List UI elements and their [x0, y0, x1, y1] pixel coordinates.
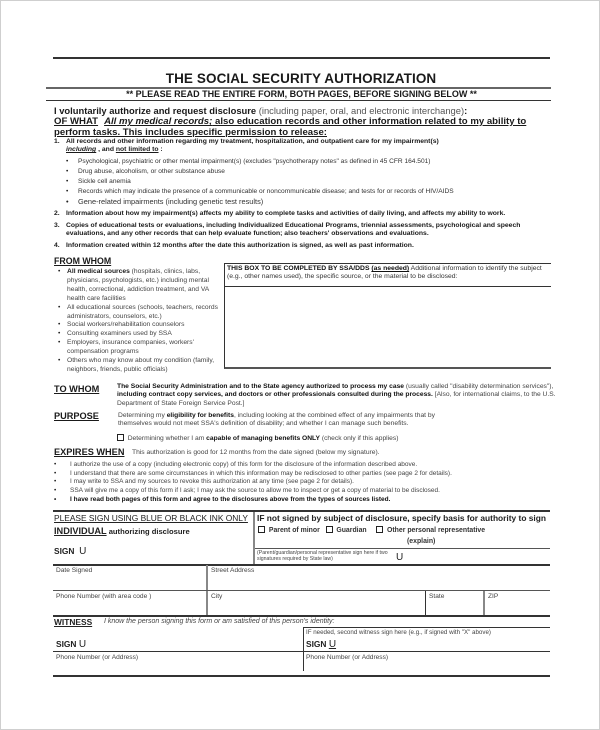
list-item: • I have read both pages of this form and agree to the disclosures above from the types of sources listed. — [54, 496, 554, 505]
basis-title: IF not signed by subject of disclosure, specify basis for authority to sign — [257, 513, 546, 523]
item-3-text: Copies of educational tests or evaluations, including Individualized Educational Programs, triennial assessments, psychological and speech evaluations, and any other records that can help evaluate function; also teachers' observations and evaluations. — [66, 222, 521, 238]
of-what-italic: All my medical records; — [104, 116, 213, 127]
other-representative-checkbox[interactable] — [376, 526, 383, 533]
item-1-end: : — [158, 146, 163, 154]
city-input[interactable] — [211, 601, 423, 614]
street-address-input[interactable] — [211, 576, 549, 589]
list-item — [58, 304, 223, 322]
state-input[interactable] — [429, 601, 481, 614]
representative-signature-input[interactable] — [409, 550, 549, 563]
item-1-text: All records and other information regarding my treatment, hospitalization, and outpatient care for my impairment(s) — [66, 138, 439, 145]
to-whom-label: TO WHOM — [54, 384, 100, 394]
zip-divider — [483, 591, 485, 615]
ssa-box-input[interactable] — [225, 287, 551, 367]
purpose-label: PURPOSE — [54, 411, 99, 421]
second-witness-sign-marker: U — [328, 639, 337, 650]
individual-signature-input[interactable] — [81, 542, 251, 560]
item-2 — [54, 210, 554, 218]
intro-statement — [54, 105, 554, 116]
from-item-text: Others who may know about my condition (family, neighbors, friends, public officials) — [67, 357, 215, 373]
expires-label: EXPIRES WHEN — [54, 447, 125, 457]
phone-label: Phone Number (with area code ) — [56, 593, 152, 600]
sign-label: SIGN — [54, 546, 75, 556]
list-item — [58, 339, 223, 357]
list-item: • Psychological, psychiatric or other mental impairment(s) (excludes "psychotherapy notes" as defined in 45 CFR 164.501) — [66, 157, 556, 167]
list-item — [58, 321, 223, 330]
item-2-text: Information about how my impairment(s) affects my ability to complete tasks and activities of daily living, and affects my ability to work. — [66, 210, 506, 217]
item-1-bullet-list — [66, 157, 556, 207]
purpose-pre: Determining my — [118, 412, 167, 419]
signature-rule — [53, 564, 550, 566]
ssa-box-bold: THIS BOX TO BE COMPLETED BY SSA/DDS — [227, 265, 372, 272]
item-number: 1. — [54, 138, 60, 145]
individual-text: authorizing disclosure — [106, 527, 190, 536]
from-item-text: All educational sources (schools, teachers, records administrators, counselors, etc.) — [67, 303, 218, 320]
from-item-text: (hospitals, clinics, labs, physicians, psychologists, etc.) including mental health, correctional, addiction treatment, and VA health care facilities — [67, 268, 209, 302]
signature-divider — [253, 512, 255, 564]
zip-input[interactable] — [488, 601, 548, 614]
witness-divider — [303, 627, 304, 671]
checkbox-pre: Determining whether I am — [127, 435, 207, 442]
list-item — [58, 330, 223, 339]
city-label: City — [211, 593, 223, 600]
guardian-label: Guardian — [336, 527, 367, 534]
list-item: • Sickle cell anemia — [66, 177, 556, 187]
list-item: • Gene-related impairments (including genetic test results) — [66, 197, 556, 207]
item-4-text: Information created within 12 months after the date this authorization is signed, as well as past information. — [66, 242, 414, 249]
item-3 — [54, 222, 554, 238]
to-whom-text — [117, 383, 557, 408]
witness-sign-row — [56, 639, 86, 650]
item-1-including: including — [66, 146, 97, 154]
second-witness-sign-label: SIGN — [306, 639, 327, 649]
from-whom-list — [58, 268, 223, 375]
expires-text: This authorization is good for 12 months from the date signed (below my signature). — [132, 449, 380, 456]
item-1-not-limited: not limited to — [115, 146, 159, 154]
parent-of-minor-label: Parent of minor — [268, 527, 320, 534]
ink-notice: PLEASE SIGN USING BLUE OR BLACK INK ONLY — [54, 513, 248, 523]
date-signed-label: Date Signed — [56, 567, 93, 574]
item-number: 3. — [54, 222, 60, 229]
witness-sign-marker: U — [78, 639, 87, 650]
subtitle-rule — [46, 100, 551, 101]
managing-benefits-checkbox[interactable] — [117, 434, 124, 441]
witness-sign-label: SIGN — [56, 639, 77, 649]
list-item — [58, 357, 223, 375]
parent-of-minor-checkbox[interactable] — [258, 526, 265, 533]
checkbox-bold: capable of managing benefits ONLY — [206, 435, 320, 442]
fields-rule — [53, 615, 550, 617]
intro-colon: : — [464, 105, 468, 116]
second-witness-phone-input[interactable] — [306, 661, 549, 671]
guardian-checkbox[interactable] — [326, 526, 333, 533]
item-4 — [54, 242, 554, 250]
rep-note: (Parent/guardian/personal representative sign here if two signatures required by State law) — [257, 550, 388, 563]
item-number: 2. — [54, 210, 60, 217]
top-rule — [53, 57, 550, 59]
checkbox-post: (check only if this applies) — [320, 435, 399, 442]
individual-label: INDIVIDUAL — [54, 526, 107, 536]
item-number: 4. — [54, 242, 60, 249]
explain-label: (explain) — [407, 538, 436, 545]
of-what-line1: also education records and other information related to my ability to — [212, 116, 527, 127]
state-divider — [425, 591, 426, 615]
to-whom-light1: (usually called "disability determination services"), — [404, 383, 554, 390]
state-label: State — [429, 593, 445, 600]
of-what-line2: perform tasks. This includes specific permission to release: — [54, 127, 327, 138]
second-witness-note: IF needed, second witness sign here (e.g., if signed with "X" above) — [306, 629, 491, 636]
list-item — [58, 268, 223, 304]
to-whom-bold1: The Social Security Administration and to the State agency authorized to process my case — [117, 383, 405, 390]
list-item: • I authorize the use of a copy (including electronic copy) of this form for the disclosure of the information described above. — [54, 461, 554, 470]
second-witness-signature-input[interactable] — [346, 635, 546, 649]
individual-row — [54, 526, 190, 536]
list-item: • Drug abuse, alcoholism, or other substance abuse — [66, 167, 556, 177]
street-address-label: Street Address — [211, 567, 255, 574]
second-witness-sign-row — [306, 639, 336, 650]
purpose-checkbox-row — [117, 434, 537, 443]
witness-phone-input[interactable] — [56, 661, 300, 671]
list-item: • SSA will give me a copy of this form if I ask; I may ask the source to allow me to inspect or get a copy of material to be disclosed. — [54, 487, 554, 496]
of-what-label: OF WHAT — [54, 116, 99, 127]
from-item-text: Social workers/rehabilitation counselors — [67, 321, 185, 329]
zip-label: ZIP — [488, 593, 499, 600]
witness-signature-input[interactable] — [101, 635, 297, 649]
purpose-rest: , including looking at the combined effect of any impairments that by themselves would not meet SSA's definition of disability; and whether I can manage such benefits. — [118, 412, 435, 428]
ssa-box-as-needed: (as needed) — [371, 265, 410, 272]
intro-light: (including paper, oral, and electronic interchange) — [256, 105, 465, 116]
ack-rule — [53, 510, 550, 512]
basis-options — [258, 526, 485, 534]
rep-sign-marker: U — [396, 552, 404, 563]
witness-phone-label: Phone Number (or Address) — [56, 654, 139, 661]
ssa-dds-box — [224, 263, 551, 369]
ssa-box-header — [225, 264, 551, 287]
form-subtitle: ** PLEASE READ THE ENTIRE FORM, BOTH PAGES, BEFORE SIGNING BELOW ** — [126, 89, 477, 99]
second-witness-phone-label: Phone Number (or Address) — [306, 654, 389, 661]
list-item: • Records which may indicate the presence of a communicable or noncommunicable disease; and tests for or records of HIV/AIDS — [66, 187, 556, 197]
acknowledgement-list — [54, 461, 554, 505]
from-whom-label: FROM WHOM — [54, 256, 112, 266]
list-item: • I understand that there are some circumstances in which this information may be redisclosed to other parties (see page 2 for details). — [54, 470, 554, 479]
address-rule — [53, 590, 550, 591]
from-item-bold: All medical sources — [67, 268, 130, 275]
date-signed-input[interactable] — [56, 576, 204, 589]
other-representative-label: Other personal representative — [387, 527, 486, 534]
witness-text: I know the person signing this form or am satisfied of this person's identity: — [104, 618, 335, 625]
rep-rule — [255, 548, 550, 549]
ssa-box-text: Additional information to identify the subject (e.g., other names used), the specific source, or the material to be disclosed: — [227, 265, 542, 281]
list-item: • I may write to SSA and my sources to revoke this authorization at any time (see page 2 for details). — [54, 478, 554, 487]
of-what-section — [54, 116, 554, 138]
from-item-text: Consulting examiners used by SSA — [67, 330, 172, 338]
phone-input[interactable] — [56, 601, 204, 614]
form-title: THE SOCIAL SECURITY AUTHORIZATION — [165, 71, 437, 86]
witness2-top-rule — [303, 627, 550, 628]
item-1-mid: , and — [96, 146, 116, 154]
purpose-text — [118, 412, 463, 429]
bottom-rule — [53, 675, 550, 677]
sign-marker: U — [79, 546, 87, 557]
witness-label: WITNESS — [54, 617, 93, 627]
item-1 — [54, 138, 554, 154]
to-whom-bold2: including contract copy services, and doctors or other professionals consulted during the process. — [117, 391, 433, 399]
to-whom-light2: [Also, for international claims, to the U.S. Department of State Foreign Service Post.] — [117, 391, 556, 407]
from-item-text: Employers, insurance companies, workers' compensation programs — [67, 339, 194, 356]
intro-bold: I voluntarily authorize and request disclosure — [54, 105, 257, 116]
purpose-bold: eligibility for benefits — [166, 412, 234, 419]
witness-sign-rule — [53, 651, 550, 652]
